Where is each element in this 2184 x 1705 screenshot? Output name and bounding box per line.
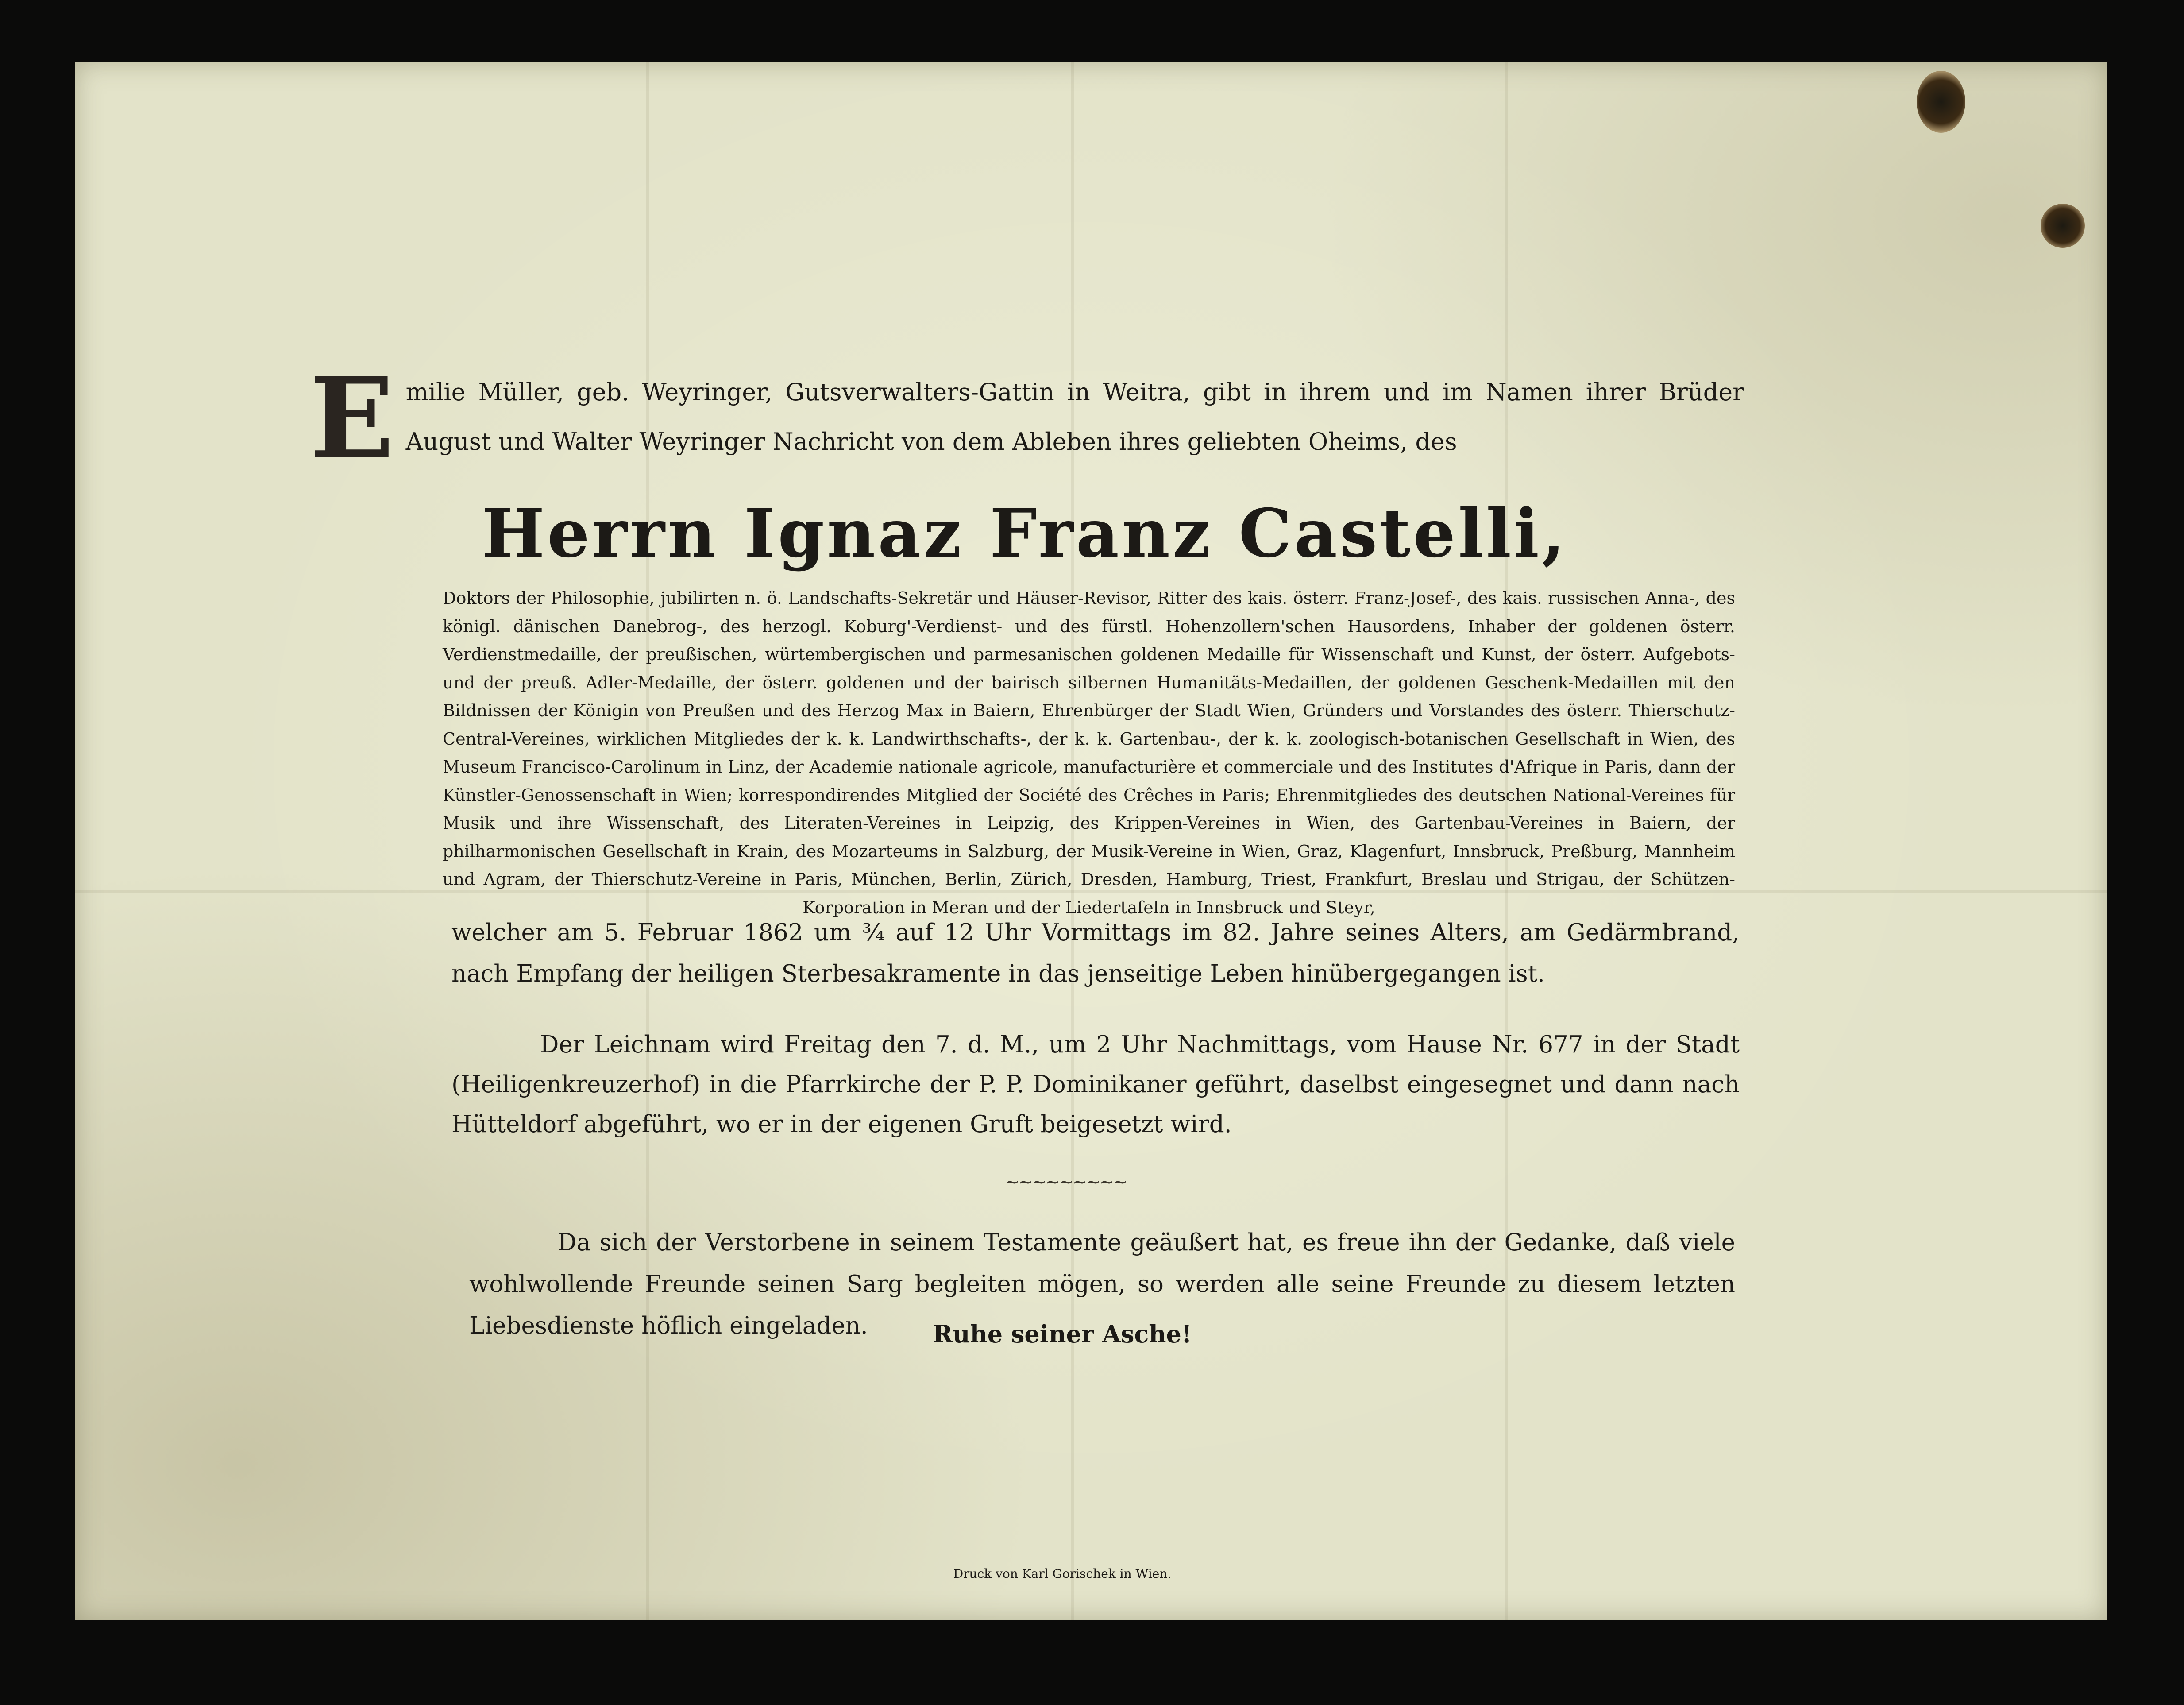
funeral-text: Der Leichnam wird Freitag den 7. d. M., um 2 Uhr Nachmittags, vom Hause Nr. 677 in der Stadt (Heiligenkreuzerhof) in die Pfarrkirche der P. P. Dominikaner geführt, daselbst eingesegnet und dann nach Hütteldorf abgeführt, wo er in der eigenen Gruft beigesetzt wird. — [451, 1031, 1740, 1138]
funeral-paragraph — [451, 1025, 1740, 1144]
invitation-text: Da sich der Verstorbene in seinem Testamente geäußert hat, es freue ihn der Gedanke, daß viele wohlwollende Freunde seinen Sarg begleiten mögen, so werden alle seine Freunde zu diesem letzten Liebesdienste höflich eingeladen. — [469, 1229, 1735, 1339]
intro-paragraph — [305, 353, 1744, 483]
closing-line: Ruhe seiner Asche! — [933, 1320, 1192, 1348]
damage-hole — [1917, 71, 1965, 133]
damage-hole — [2041, 204, 2085, 248]
deceased-name-heading: Herrn Ignaz Franz Castelli, — [482, 495, 1568, 572]
intro-text: milie Müller, geb. Weyringer, Gutsverwalters-Gattin in Weitra, gibt in ihrem und im Namen ihrer Brüder August und Walter Weyringer Nachricht von dem Ableben ihres geliebten Oheims, des — [405, 378, 1744, 456]
decorated-initial: E — [310, 353, 394, 483]
printer-imprint: Druck von Karl Gorischek in Wien. — [953, 1566, 1172, 1581]
ornamental-divider: ~~~~~~~~~ — [1005, 1172, 1127, 1192]
titles-and-honors: Doktors der Philosophie, jubilirten n. ö. Landschafts-Sekretär und Häuser-Revisor, Ritter des kais. österr. Franz-Josef-, des kais. russischen Anna-, des königl. dänischen Danebrog-, des herzogl. Koburg'-Verdienst- und des fürstl. Hohenzollern'schen Hausordens, Inhaber der goldenen österr. Verdienstmedaille, der preußischen, würtembergischen und parmesanischen goldenen Medaille für Wissenschaft und Kunst, der österr. Aufgebots- und der preuß. Adler-Medaille, der österr. goldenen und der bairisch silbernen Humanitäts-Medaillen, der goldenen Geschenk-Medaillen mit den Bildnissen der Königin von Preußen und des Herzog Max in Baiern, Ehrenbürger der Stadt Wien, Gründers und Vorstandes des österr. Thierschutz-Central-Vereines, wirklichen Mitgliedes der k. k. Landwirthschafts-, der k. k. Gartenbau-, der k. k. zoologisch-botanischen Gesellschaft in Wien, des Museum Francisco-Carolinum in Linz, der Academie nationale agricole, manufacturière et commerciale und des Institutes d'Afrique in Paris, dann der Künstler-Genossenschaft in Wien; korrespondirendes Mitglied der Société des Crêches in Paris; Ehrenmitgliedes des deutschen National-Vereines für Musik und ihre Wissenschaft, des Literaten-Vereines in Leipzig, des Krippen-Vereines in Wien, des Gartenbau-Vereines in Baiern, der philharmonischen Gesellschaft in Krain, des Mozarteums in Salzburg, der Musik-Vereine in Wien, Graz, Klagenfurt, Innsbruck, Preßburg, Mannheim und Agram, der Thierschutz-Vereine in Paris, München, Berlin, Zürich, Dresden, Hamburg, Triest, Frankfurt, Breslau und Strigau, der Schützen-Korporation in Meran und der Liedertafeln in Innsbruck und Steyr, — [443, 588, 1735, 917]
death-announcement: welcher am 5. Februar 1862 um ¾ auf 12 Uhr Vormittags im 82. Jahre seines Alters, am Gedärmbrand, nach Empfang der heiligen Sterbesakramente in das jenseitige Leben hinübergegangen ist. — [451, 919, 1740, 987]
